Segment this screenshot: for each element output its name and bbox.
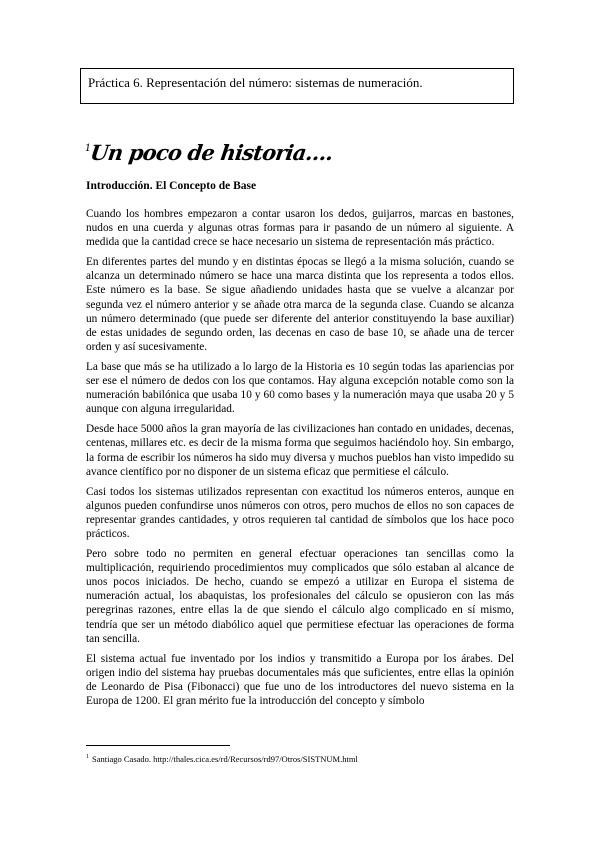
section-heading-text: Un poco de historia…. xyxy=(88,140,335,165)
paragraph: Desde hace 5000 años la gran mayoría de las civilizaciones han contado en unidades, decenas, centenas, millares etc. es decir de la misma forma que seguimos haciéndolo hoy. Sin embargo, la forma de escribir los números ha sido muy diversa y muchos pueblos han visto impedido su avance científico por no disponer de un sistema eficaz que permitiese el cálculo. xyxy=(86,423,514,478)
body-text xyxy=(86,207,514,714)
section-heading xyxy=(82,140,334,165)
footnote-reference: 1 xyxy=(83,143,91,154)
footnote-marker: 1 xyxy=(86,754,89,760)
paragraph: Cuando los hombres empezaron a contar usaron los dedos, guijarros, marcas en bastones, nudos en una cuerda y algunas otras formas para ir pasando de un número al siguiente. A medida que la cantidad crece se hace necesario un sistema de representación más práctico. xyxy=(86,208,514,249)
paragraph: La base que más se ha utilizado a lo largo de la Historia es 10 según todas las apariencias por ser ese el número de dedos con los que contamos. Hay alguna excepción notable como son la numeración babilónica que usaba 10 y 60 como bases y la numeración maya que usaba 20 y 5 aunque con alguna irregularidad. xyxy=(86,360,514,416)
footnote-text: Santiago Casado. http://thales.cica.es/rd/Recursos/rd97/Otros/SISTNUM.html xyxy=(92,754,358,764)
paragraph: En diferentes partes del mundo y en distintas épocas se llegó a la misma solución, cuando se alcanza un determinado número se hace una marca distinta que los representa a todos ellos. Este número es la base. Se sigue añadiendo unidades hasta que se vuelve a alcanzar por segunda vez el número anterior y se añade otra marca de la segunda clase. Cuando se alcanza un número determinado (que puede ser diferente del anterior constituyendo la base auxiliar) de estas unidades de segundo orden, las decenas en caso de base 10, se añade una de tercer orden y así sucesivamente. xyxy=(86,256,514,353)
footnote-divider xyxy=(86,745,230,746)
paragraph: El sistema actual fue inventado por los indios y transmitido a Europa por los árabes. Del origen indio del sistema hay pruebas documentales más que suficientes, entre ellas la opinión de Leonardo de Pisa (Fibonacci) que fue uno de los introductores del nuevo sistema en la Europa de 1200. El gran mérito fue la introducción del concepto y símbolo xyxy=(86,652,514,707)
practice-title: Práctica 6. Representación del número: sistemas de numeración. xyxy=(88,75,423,90)
paragraph: Casi todos los sistemas utilizados representan con exactitud los números enteros, aunque en algunos pueden confundirse unos números con otros, pero muchos de ellos no son capaces de representar grandes cantidades, y otros requieren tal cantidad de símbolos que los hace poco prácticos. xyxy=(86,485,514,540)
subheading: Introducción. El Concepto de Base xyxy=(86,180,257,192)
practice-title-box xyxy=(80,68,514,104)
paragraph: Pero sobre todo no permiten en general efectuar operaciones tan sencillas como la multiplicación, requiriendo procedimientos muy complicados que sólo estaban al alcance de unos pocos iniciados. De hecho, cuando se empezó a utilizar en Europa el sistema de numeración actual, los abaquistas, los profesionales del cálculo se opusieron con las más peregrinas razones, entre ellas la de que siendo el cálculo algo complicado en sí mismo, tendría que ser un método diabólico aquel que permitiese efectuar las operaciones de forma tan sencilla. xyxy=(86,548,514,645)
footnote xyxy=(86,752,514,765)
